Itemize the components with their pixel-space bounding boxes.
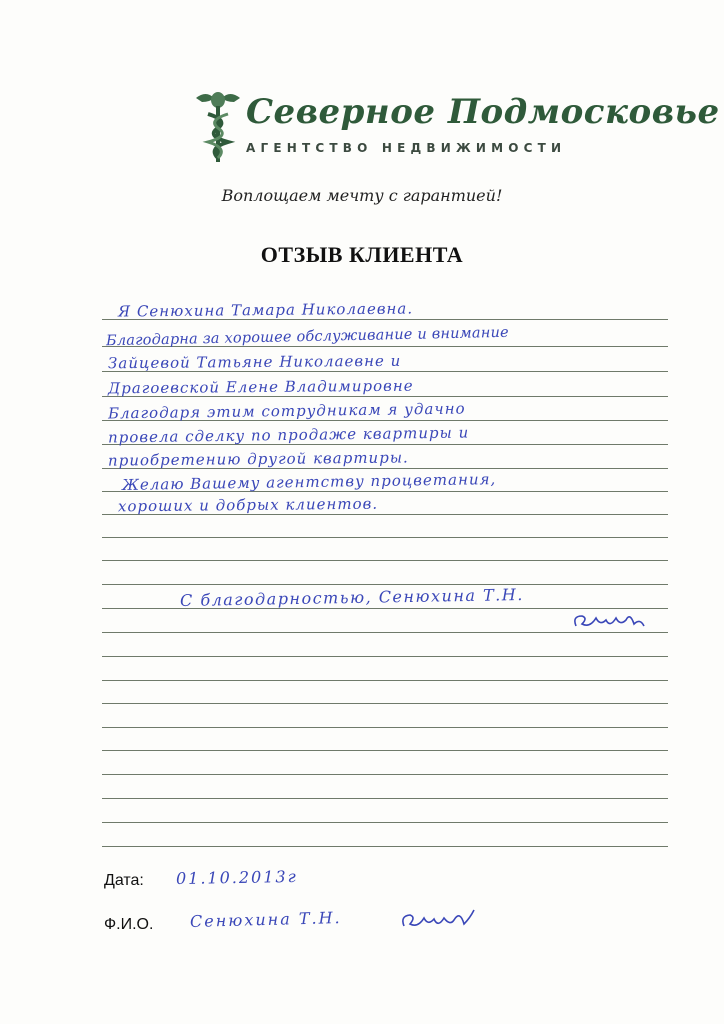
ruled-line — [102, 727, 668, 728]
review-line: Драгоевской Елене Владимировне — [107, 376, 414, 398]
review-line: Я Сенюхина Тамара Николаевна. — [117, 299, 414, 321]
closing-signature: С благодарностью, Сенюхина Т.Н. — [179, 585, 524, 610]
date-value: 01.10.2013г — [175, 866, 298, 889]
ruled-line — [102, 584, 668, 585]
name-label: Ф.И.О. — [104, 916, 154, 933]
ruled-line — [102, 774, 668, 775]
ruled-line — [102, 537, 668, 538]
name-value: Сенюхина Т.Н. — [189, 908, 342, 931]
signature-mark — [570, 608, 650, 634]
name-signature-mark — [398, 906, 478, 934]
review-line: Зайцевой Татьяне Николаевне и — [107, 351, 402, 373]
ruled-line — [102, 822, 668, 823]
review-line: хороших и добрых клиентов. — [117, 494, 379, 516]
ruled-line — [102, 703, 668, 704]
review-line: Благодарна за хорошее обслуживание и внимание — [105, 324, 509, 350]
ruled-line — [102, 750, 668, 751]
review-line: провела сделку по продаже квартиры и — [107, 423, 470, 447]
review-line: Благодаря этим сотрудникам я удачно — [107, 399, 466, 423]
slogan: Воплощаем мечту с гарантией! — [221, 186, 503, 205]
date-label: Дата: — [104, 872, 144, 889]
ruled-line — [102, 846, 668, 847]
agency-logo — [192, 88, 720, 166]
ruled-line — [102, 560, 668, 561]
ruled-line — [102, 656, 668, 657]
ruled-line — [102, 680, 668, 681]
review-line: Желаю Вашему агентству процветания, — [121, 470, 497, 494]
page-title: ОТЗЫВ КЛИЕНТА — [260, 242, 464, 267]
mercury-caduceus-icon — [192, 88, 244, 166]
agency-subtitle: АГЕНТСТВО НЕДВИЖИМОСТИ — [246, 141, 567, 155]
agency-name: Северное Подмосковье — [246, 92, 720, 132]
ruled-line — [102, 798, 668, 799]
review-line: приобретению другой квартиры. — [107, 448, 409, 470]
